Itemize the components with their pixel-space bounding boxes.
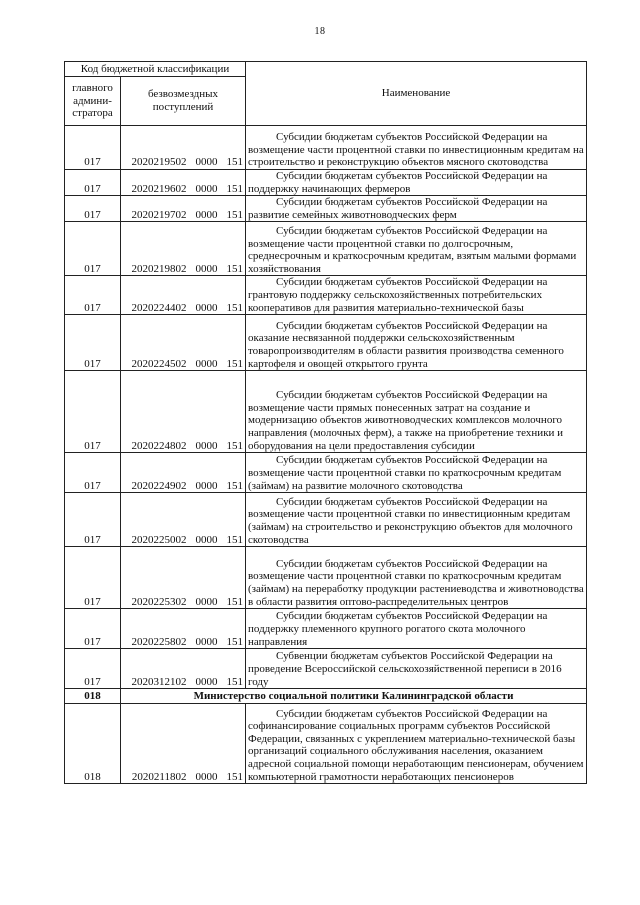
admin-code-cell: 017 bbox=[65, 453, 121, 493]
table-row bbox=[65, 170, 587, 196]
program-code: 0000 bbox=[195, 182, 218, 195]
income-code: 2020211802 bbox=[131, 770, 187, 783]
income-code: 2020225002 bbox=[131, 533, 187, 546]
income-code-cell bbox=[121, 649, 246, 689]
program-code: 0000 bbox=[195, 595, 218, 608]
name-cell bbox=[246, 547, 587, 609]
name-text: Субсидии бюджетам субъектов Российской Федерации на поддержку начинающих фермеров bbox=[248, 170, 548, 195]
program-code: 0000 bbox=[195, 635, 218, 648]
table-row bbox=[65, 276, 587, 315]
admin-code-cell: 017 bbox=[65, 649, 121, 689]
program-code: 0000 bbox=[195, 439, 218, 452]
table-row bbox=[65, 609, 587, 649]
income-code-cell bbox=[121, 196, 246, 222]
admin-code-cell: 017 bbox=[65, 609, 121, 649]
income-code-cell bbox=[121, 222, 246, 276]
table-row bbox=[65, 371, 587, 453]
name-text: Субсидии бюджетам субъектов Российской Федерации на развитие семейных животноводческих ферм bbox=[248, 196, 548, 221]
header-code-group: Код бюджетной классификации bbox=[65, 62, 246, 77]
name-text: Субсидии бюджетам субъектов Российской Федерации на грантовую поддержку сельскохозяйственных потребительских кооперативов для развития материально-технической базы bbox=[248, 276, 548, 314]
admin-code-cell: 017 bbox=[65, 547, 121, 609]
program-code: 0000 bbox=[195, 675, 218, 688]
income-code-cell bbox=[121, 126, 246, 170]
header-income: безвозмездных поступлений bbox=[121, 77, 246, 126]
income-code-cell bbox=[121, 493, 246, 547]
program-code: 0000 bbox=[195, 301, 218, 314]
kind-code: 151 bbox=[226, 156, 244, 169]
admin-code-cell: 017 bbox=[65, 170, 121, 196]
income-code-cell bbox=[121, 371, 246, 453]
income-code-cell bbox=[121, 609, 246, 649]
admin-code-cell: 017 bbox=[65, 493, 121, 547]
name-cell bbox=[246, 315, 587, 371]
program-code: 0000 bbox=[195, 208, 218, 221]
income-code: 2020224802 bbox=[131, 439, 187, 452]
income-code: 2020224402 bbox=[131, 301, 187, 314]
table-row bbox=[65, 126, 587, 170]
income-code: 2020219602 bbox=[131, 182, 187, 195]
kind-code: 151 bbox=[226, 635, 244, 648]
name-text: Субсидии бюджетам субъектов Российской Федерации на возмещение части прямых понесенных затрат на создание и модернизацию объектов животноводческих комплексов молочного направления (молочных ферм), а также на приобретение техники и оборудования на цели предоставления субсидии bbox=[248, 389, 564, 452]
budget-classification-table bbox=[64, 61, 587, 784]
income-code: 2020219802 bbox=[131, 262, 187, 275]
table-body bbox=[65, 126, 587, 784]
admin-code-cell: 017 bbox=[65, 276, 121, 315]
table-row bbox=[65, 315, 587, 371]
table-row bbox=[65, 704, 587, 784]
income-code: 2020219702 bbox=[131, 208, 187, 221]
admin-code-cell: 017 bbox=[65, 126, 121, 170]
name-text: Субсидии бюджетам субъектов Российской Федерации на оказание несвязанной поддержки сельскохозяйственным товаропроизводителям в области развития производства семенного картофеля и овощей открытого грунта bbox=[248, 319, 564, 370]
program-code: 0000 bbox=[195, 770, 218, 783]
name-cell bbox=[246, 222, 587, 276]
name-text: Субсидии бюджетам субъектов Российской Федерации на возмещение части процентной ставки по долгосрочным, среднесрочным и краткосрочным кредитам, взятым малыми формами хозяйствования bbox=[248, 225, 577, 275]
program-code: 0000 bbox=[195, 533, 218, 546]
admin-code-cell: 017 bbox=[65, 196, 121, 222]
name-cell bbox=[246, 493, 587, 547]
page-number: 18 bbox=[314, 26, 326, 37]
name-text: Субсидии бюджетам субъектов Российской Федерации на софинансирование социальных программ субъектов Российской Федерации, связанных с укреплением материально-технической базы организаций социального обслуживания населения, оказанием адресной социальной помощи неработающим пенсионерам, обучением компьютерной грамотности неработающих пенсионеров bbox=[248, 707, 584, 783]
kind-code: 151 bbox=[226, 262, 244, 275]
kind-code: 151 bbox=[226, 595, 244, 608]
program-code: 0000 bbox=[195, 262, 218, 275]
name-cell bbox=[246, 704, 587, 784]
table-row bbox=[65, 196, 587, 222]
admin-code-cell: 017 bbox=[65, 222, 121, 276]
header-admin: главного админи-стратора bbox=[65, 77, 121, 126]
name-text: Субсидии бюджетам субъектов Российской Федерации на поддержку племенного крупного рогатого скота молочного направления bbox=[248, 610, 548, 648]
name-cell bbox=[246, 649, 587, 689]
income-code: 2020225302 bbox=[131, 595, 187, 608]
section-admin-code: 018 bbox=[65, 689, 121, 704]
kind-code: 151 bbox=[226, 675, 244, 688]
name-cell bbox=[246, 371, 587, 453]
income-code-cell bbox=[121, 547, 246, 609]
header-name: Наименование bbox=[246, 62, 587, 126]
admin-code-cell: 017 bbox=[65, 371, 121, 453]
name-cell bbox=[246, 126, 587, 170]
income-code-cell bbox=[121, 453, 246, 493]
name-text: Субсидии бюджетам субъектов Российской Федерации на возмещение части процентной ставки по инвестиционным кредитам (займам) на строительство и реконструкцию объектов для молочного скотоводства bbox=[248, 495, 573, 546]
income-code: 2020224902 bbox=[131, 479, 187, 492]
name-text: Субсидии бюджетам субъектов Российской Федерации на возмещение части процентной ставки по инвестиционным кредитам на строительство и реконструкцию объектов мясного скотоводства bbox=[248, 131, 584, 169]
kind-code: 151 bbox=[226, 479, 244, 492]
table-row bbox=[65, 649, 587, 689]
name-text: Субсидии бюджетам субъектов Российской Федерации на возмещение части процентной ставки по краткосрочным кредитам (займам) на развитие молочного скотоводства bbox=[248, 454, 562, 492]
income-code-cell bbox=[121, 704, 246, 784]
income-code-cell bbox=[121, 315, 246, 371]
name-cell bbox=[246, 170, 587, 196]
kind-code: 151 bbox=[226, 533, 244, 546]
admin-code-cell: 017 bbox=[65, 315, 121, 371]
table-row bbox=[65, 222, 587, 276]
income-code-cell bbox=[121, 276, 246, 315]
name-cell bbox=[246, 609, 587, 649]
program-code: 0000 bbox=[195, 156, 218, 169]
income-code-cell bbox=[121, 170, 246, 196]
table-row bbox=[65, 547, 587, 609]
name-cell bbox=[246, 196, 587, 222]
income-code: 2020219502 bbox=[131, 156, 187, 169]
program-code: 0000 bbox=[195, 479, 218, 492]
name-cell bbox=[246, 453, 587, 493]
table-row bbox=[65, 453, 587, 493]
kind-code: 151 bbox=[226, 770, 244, 783]
name-text: Субвенции бюджетам субъектов Российской Федерации на проведение Всероссийской сельскохозяйственной переписи в 2016 году bbox=[248, 650, 562, 688]
income-code: 2020224502 bbox=[131, 357, 187, 370]
kind-code: 151 bbox=[226, 357, 244, 370]
section-title: Министерство социальной политики Калининградской области bbox=[121, 689, 587, 704]
kind-code: 151 bbox=[226, 439, 244, 452]
name-cell bbox=[246, 276, 587, 315]
kind-code: 151 bbox=[226, 182, 244, 195]
kind-code: 151 bbox=[226, 208, 244, 221]
program-code: 0000 bbox=[195, 357, 218, 370]
table-row bbox=[65, 493, 587, 547]
name-text: Субсидии бюджетам субъектов Российской Федерации на возмещение части процентной ставки по краткосрочным кредитам (займам) на переработку продукции растениеводства и животноводства в области развития оптово-распределительных центров bbox=[248, 557, 584, 608]
income-code: 2020312102 bbox=[131, 675, 187, 688]
admin-code-cell: 018 bbox=[65, 704, 121, 784]
section-row bbox=[65, 689, 587, 704]
income-code: 2020225802 bbox=[131, 635, 187, 648]
kind-code: 151 bbox=[226, 301, 244, 314]
